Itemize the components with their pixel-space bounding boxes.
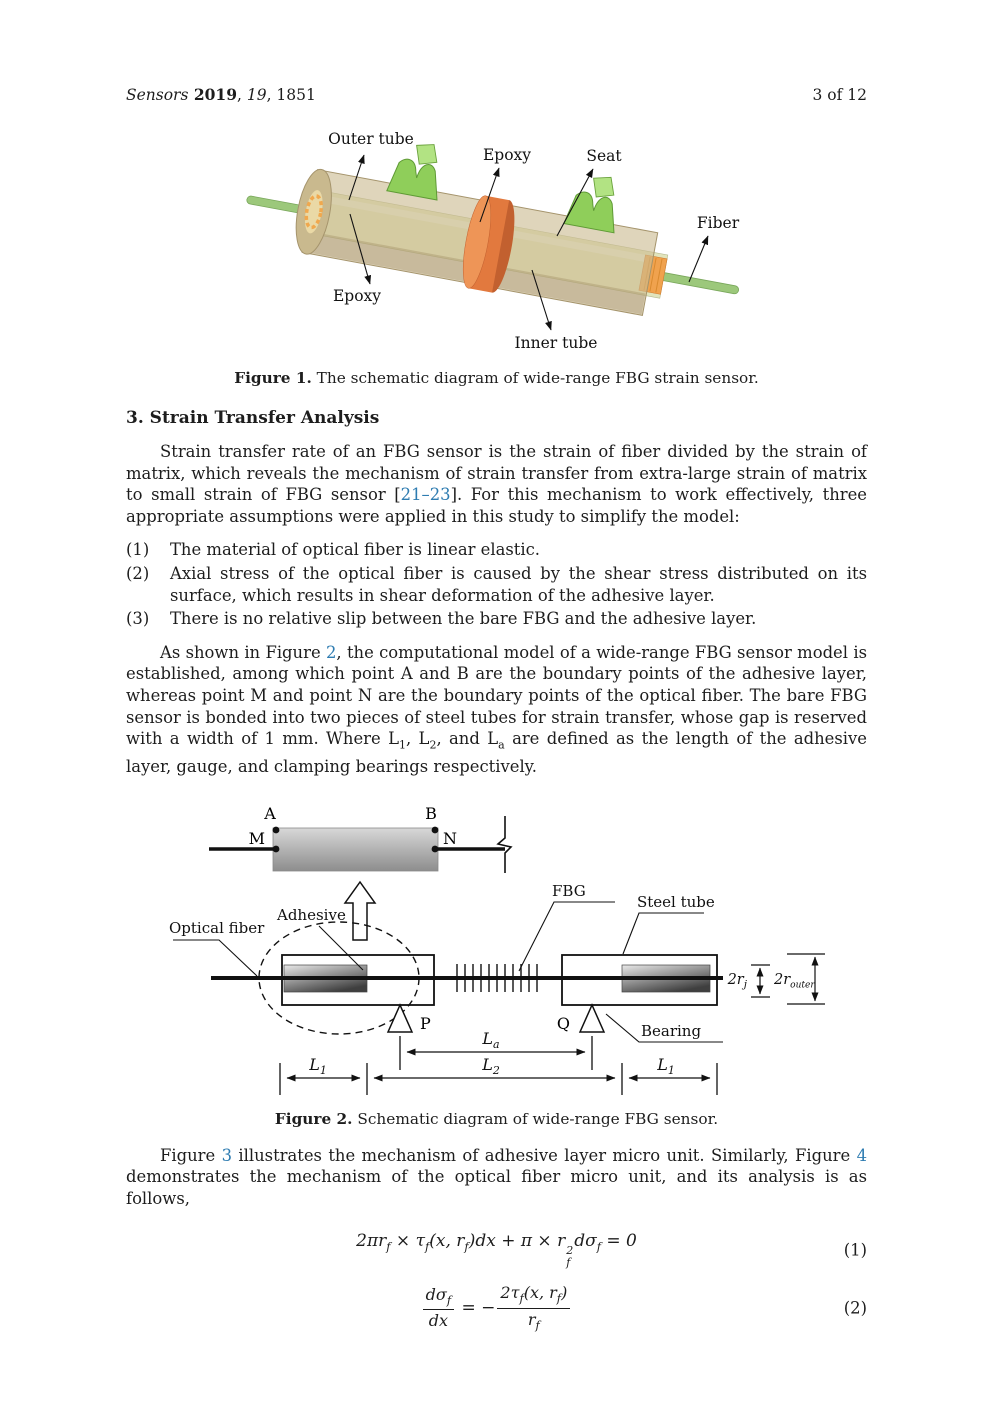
list-item-text: The material of optical fiber is linear elastic.	[170, 540, 540, 560]
la-label: $L_a$	[481, 1028, 500, 1051]
journal-name: Sensors	[126, 86, 189, 104]
outer-tube-label: Outer tube	[327, 130, 414, 148]
running-header	[126, 86, 867, 104]
list-item-number: (3)	[126, 609, 150, 629]
adhesive-micro-unit-rect	[273, 828, 438, 871]
paragraph-1: Strain transfer rate of an FBG sensor is the strain of fiber divided by the strain of matrix, which reveals the mechanism of strain transfer from extra-large strain of matrix to small strain of FBG sensor [21–23]. For this mechanism to work effectively, three appropriate assumptions were applied in this study to simplify the model:	[126, 442, 867, 526]
bearing-p-triangle	[388, 1005, 412, 1032]
point-m-dot	[272, 845, 279, 852]
list-item	[126, 608, 867, 630]
list-item-text: There is no relative slip between the bare FBG and the adhesive layer.	[170, 609, 757, 629]
epoxy-top-label: Epoxy	[482, 146, 531, 164]
adhesive-label: Adhesive	[276, 905, 346, 924]
assumptions-list	[126, 539, 867, 629]
steel-tube-label: Steel tube	[636, 892, 715, 911]
rj-label: $2r_j$	[727, 971, 747, 991]
page-number: 3 of 12	[812, 86, 867, 104]
figure2-caption	[126, 1110, 867, 1129]
bearing-q-triangle	[580, 1005, 604, 1032]
figure1-diagram	[237, 124, 757, 359]
point-q-label: Q	[556, 1013, 570, 1033]
steel-tube-leader	[623, 913, 704, 954]
point-n-dot	[431, 845, 438, 852]
list-item-number: (1)	[126, 540, 150, 560]
figure1-caption	[126, 369, 867, 388]
r-squared-f: 2 f	[566, 1244, 574, 1269]
equation-2	[126, 1284, 867, 1332]
seat-left-tab	[413, 141, 440, 167]
equation-1-number: (1)	[843, 1240, 867, 1260]
list-item-text: Axial stress of the optical fiber is caused by the shear stress distributed on its surface, which results in shear deformation of the adhesive layer.	[170, 563, 867, 605]
fiber-label: Fiber	[696, 214, 739, 232]
figure2-block	[126, 800, 867, 1129]
l2-label: $L_2$	[481, 1054, 500, 1077]
journal-reference: Sensors 2019, 19, 1851	[126, 85, 316, 104]
list-item	[126, 563, 867, 606]
sensor-model-main	[211, 922, 723, 1034]
figure1-caption-label: Figure 1.	[234, 369, 312, 387]
bearing-label: Bearing	[640, 1021, 701, 1040]
figure2-diagram	[167, 800, 827, 1100]
paragraph-3: Figure 3 illustrates the mechanism of adhesive layer micro unit. Similarly, Figure 4 demonstrates the mechanism of the optical fiber micro unit, and its analysis is as follows,	[126, 1145, 867, 1208]
inner-tube-label: Inner tube	[514, 334, 597, 352]
journal-article-number: , 1851	[266, 86, 316, 104]
equation-2-number: (2)	[843, 1298, 867, 1318]
figure2-caption-text: Schematic diagram of wide-range FBG sensor.	[352, 1109, 719, 1128]
zoom-block-arrow	[345, 882, 375, 940]
point-a-dot	[272, 826, 279, 833]
equation-1	[126, 1231, 867, 1268]
list-item	[126, 539, 867, 561]
equation-1-body: $2\pi r_f \times \tau_f(x$, $r_f)dx + \pi \times r$ 2 f $d\sigma_f = 0$	[356, 1231, 637, 1269]
list-item-number: (2)	[126, 563, 150, 583]
figure1-caption-text: The schematic diagram of wide-range FBG strain sensor.	[311, 369, 759, 387]
epoxy-bottom-label: Epoxy	[332, 287, 381, 305]
fbg-label: FBG	[551, 881, 586, 900]
paragraph-2: As shown in Figure 2, the computational model of a wide-range FBG sensor model is established, among which point A and B are the boundary points of the adhesive layer, whereas point M and point N are the boundary points of the optical fiber. The bare FBG sensor is bonded into two pieces of steel tubes for strain transfer, whose gap is reserved with a width of 1 mm. Where $L_1$, $L_2$, and $L_a$ are defined as the length of the adhesive layer, gauge, and clamping bearings respectively.	[126, 642, 867, 776]
point-a-label: A	[263, 803, 276, 823]
l1-left-label: $L_1$	[308, 1054, 327, 1077]
equation-2-body: $\frac{d\sigma_f}{dx}$ = − $\frac{2\tau_f(x, r_f)}{r_f}$	[421, 1298, 573, 1318]
figure4-reference-link[interactable]: 4	[856, 1145, 867, 1165]
point-n-label: N	[442, 828, 457, 848]
seat-right-tab	[590, 174, 617, 200]
figure2-caption-label: Figure 2.	[274, 1109, 353, 1128]
section-heading: 3. Strain Transfer Analysis	[126, 408, 380, 428]
router-label: $2r_{outer}$	[773, 971, 815, 991]
lhs-fraction: $\frac{d\sigma_f}{dx}$	[423, 1286, 454, 1331]
point-p-label: P	[419, 1013, 431, 1033]
figure2-reference-link[interactable]: 2	[325, 642, 337, 662]
optical-fiber-leader	[173, 940, 257, 976]
l1-right-label: $L_1$	[656, 1054, 675, 1077]
rhs-fraction: $\frac{2\tau_f(x, r_f)}{r_f}$	[497, 1284, 570, 1332]
journal-volume: 19	[246, 86, 267, 104]
seat-label: Seat	[585, 147, 622, 165]
point-b-label: B	[424, 803, 437, 823]
point-b-dot	[431, 826, 438, 833]
citation-link-21-23[interactable]: 21–23	[400, 485, 451, 505]
journal-year: 2019	[188, 85, 237, 104]
optical-fiber-label: Optical fiber	[168, 918, 264, 937]
figure1-block	[126, 124, 867, 388]
point-m-label: M	[248, 828, 265, 848]
fixed-end-break-symbol	[498, 816, 511, 873]
fiber-leader-arrow	[689, 236, 708, 282]
figure3-reference-link[interactable]: 3	[221, 1145, 233, 1165]
